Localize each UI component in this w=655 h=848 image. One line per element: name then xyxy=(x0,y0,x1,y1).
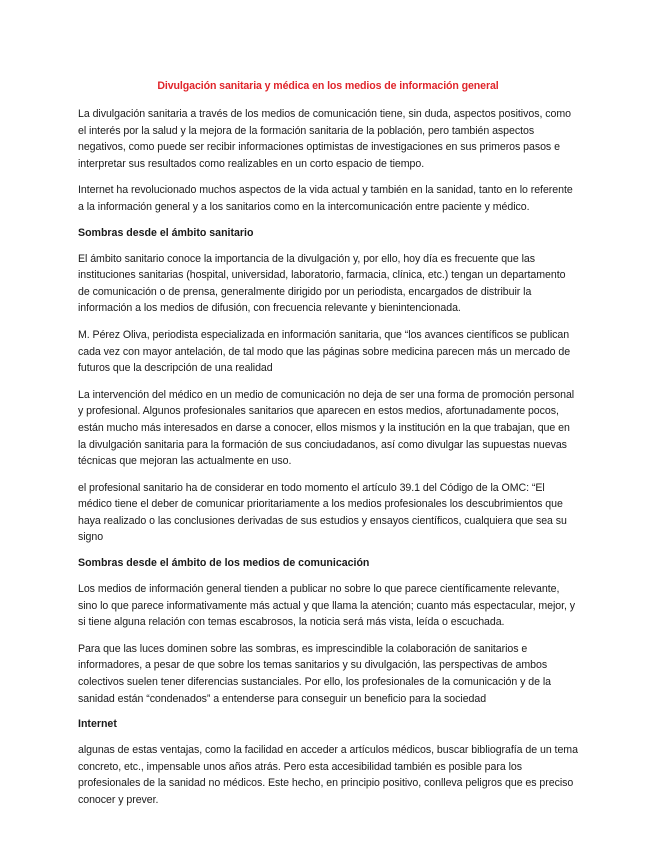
section-heading-internet: Internet xyxy=(78,718,117,731)
intro-paragraph-2: Internet ha revolucionado muchos aspectos de la vida actual y también en la sanidad, tanto en lo referente a la información general y a los sanitarios como en la intercomunicación entre paciente y médico. xyxy=(78,184,573,213)
section2-paragraph-2: Para que las luces dominen sobre las sombras, es imprescindible la colaboración de sanitarios e informadores, a pesar de que sobre los temas sanitarios y su divulgación, las perspectivas de ambos colectivos suelen tener diferencias sustanciales. Por ello, los profesionales de la comunicación y de la sanidad están “condenados” a entenderse para conseguir un beneficio para la sociedad xyxy=(78,642,551,705)
section-heading-medios: Sombras desde el ámbito de los medios de comunicación xyxy=(78,557,370,570)
section1-paragraph-1: El ámbito sanitario conoce la importancia de la divulgación y, por ello, hoy día es frecuente que las instituciones sanitarias (hospital, universidad, laboratorio, farmacia, clínica, etc.) tengan un departamento de comunicación o de prensa, generalmente dirigido por un periodista, encargados de distribuir la información a los medios de difusión, con frecuencia relevante y bienintencionada. xyxy=(78,252,566,315)
document-title: Divulgación sanitaria y médica en los medios de información general xyxy=(157,80,499,92)
section1-paragraph-2: M. Pérez Oliva, periodista especializada en información sanitaria, que “los avances científicos se publican cada vez con mayor antelación, de tal modo que las páginas sobre medicina parecen más un mercado de futuros que la descripción de una realidad xyxy=(78,328,571,375)
document-page xyxy=(78,79,578,819)
section-heading-sanitario: Sombras desde el ámbito sanitario xyxy=(78,226,254,239)
section2-paragraph-1: Los medios de información general tienden a publicar no sobre lo que parece científicamente relevante, sino lo que parece informativamente más actual y que llama la atención; cuanto más espectacular, mejor, y si tiene alguna relación con temas escabrosos, la noticia será más vista, leída o escuchada. xyxy=(78,583,576,629)
section1-paragraph-3: La intervención del médico en un medio de comunicación no deja de ser una forma de promoción personal y profesional. Algunos profesionales sanitarios que aparecen en estos medios, afortunadamente pocos, están mucho más interesados en darse a conocer, ellos mismos y la institución en la que trabajan, que en la divulgación sanitaria para la formación de sus conciudadanos, así como divulgar las supuestas nuevas técnicas que mejoran las actualmente en uso. xyxy=(78,388,575,468)
intro-paragraph-1: La divulgación sanitaria a través de los medios de comunicación tiene, sin duda, aspectos positivos, como el interés por la salud y la mejora de la formación sanitaria de la población, pero también aspectos negativos, como puede ser recibir informaciones optimistas de investigaciones en sus primeros pasos e interpretar sus resultados como realizables en un corto espacio de tiempo. xyxy=(78,108,571,170)
section1-paragraph-4: el profesional sanitario ha de considerar en todo momento el artículo 39.1 del Código de la OMC: “El médico tiene el deber de comunicar prioritariamente a los medios profesionales los descubrimientos que haya realizado o las conclusiones derivadas de sus estudios y ensayos científicos, cualquiera que sea su signo xyxy=(78,481,567,544)
section3-paragraph-1: algunas de estas ventajas, como la facilidad en acceder a artículos médicos, buscar bibliografía de un tema concreto, etc., impensable unos años atrás. Pero esta accesibilidad también es posible para los profesionales de la sanidad no médicos. Este hecho, en principio positivo, conlleva peligros que es preciso conocer y prever. xyxy=(78,744,578,806)
